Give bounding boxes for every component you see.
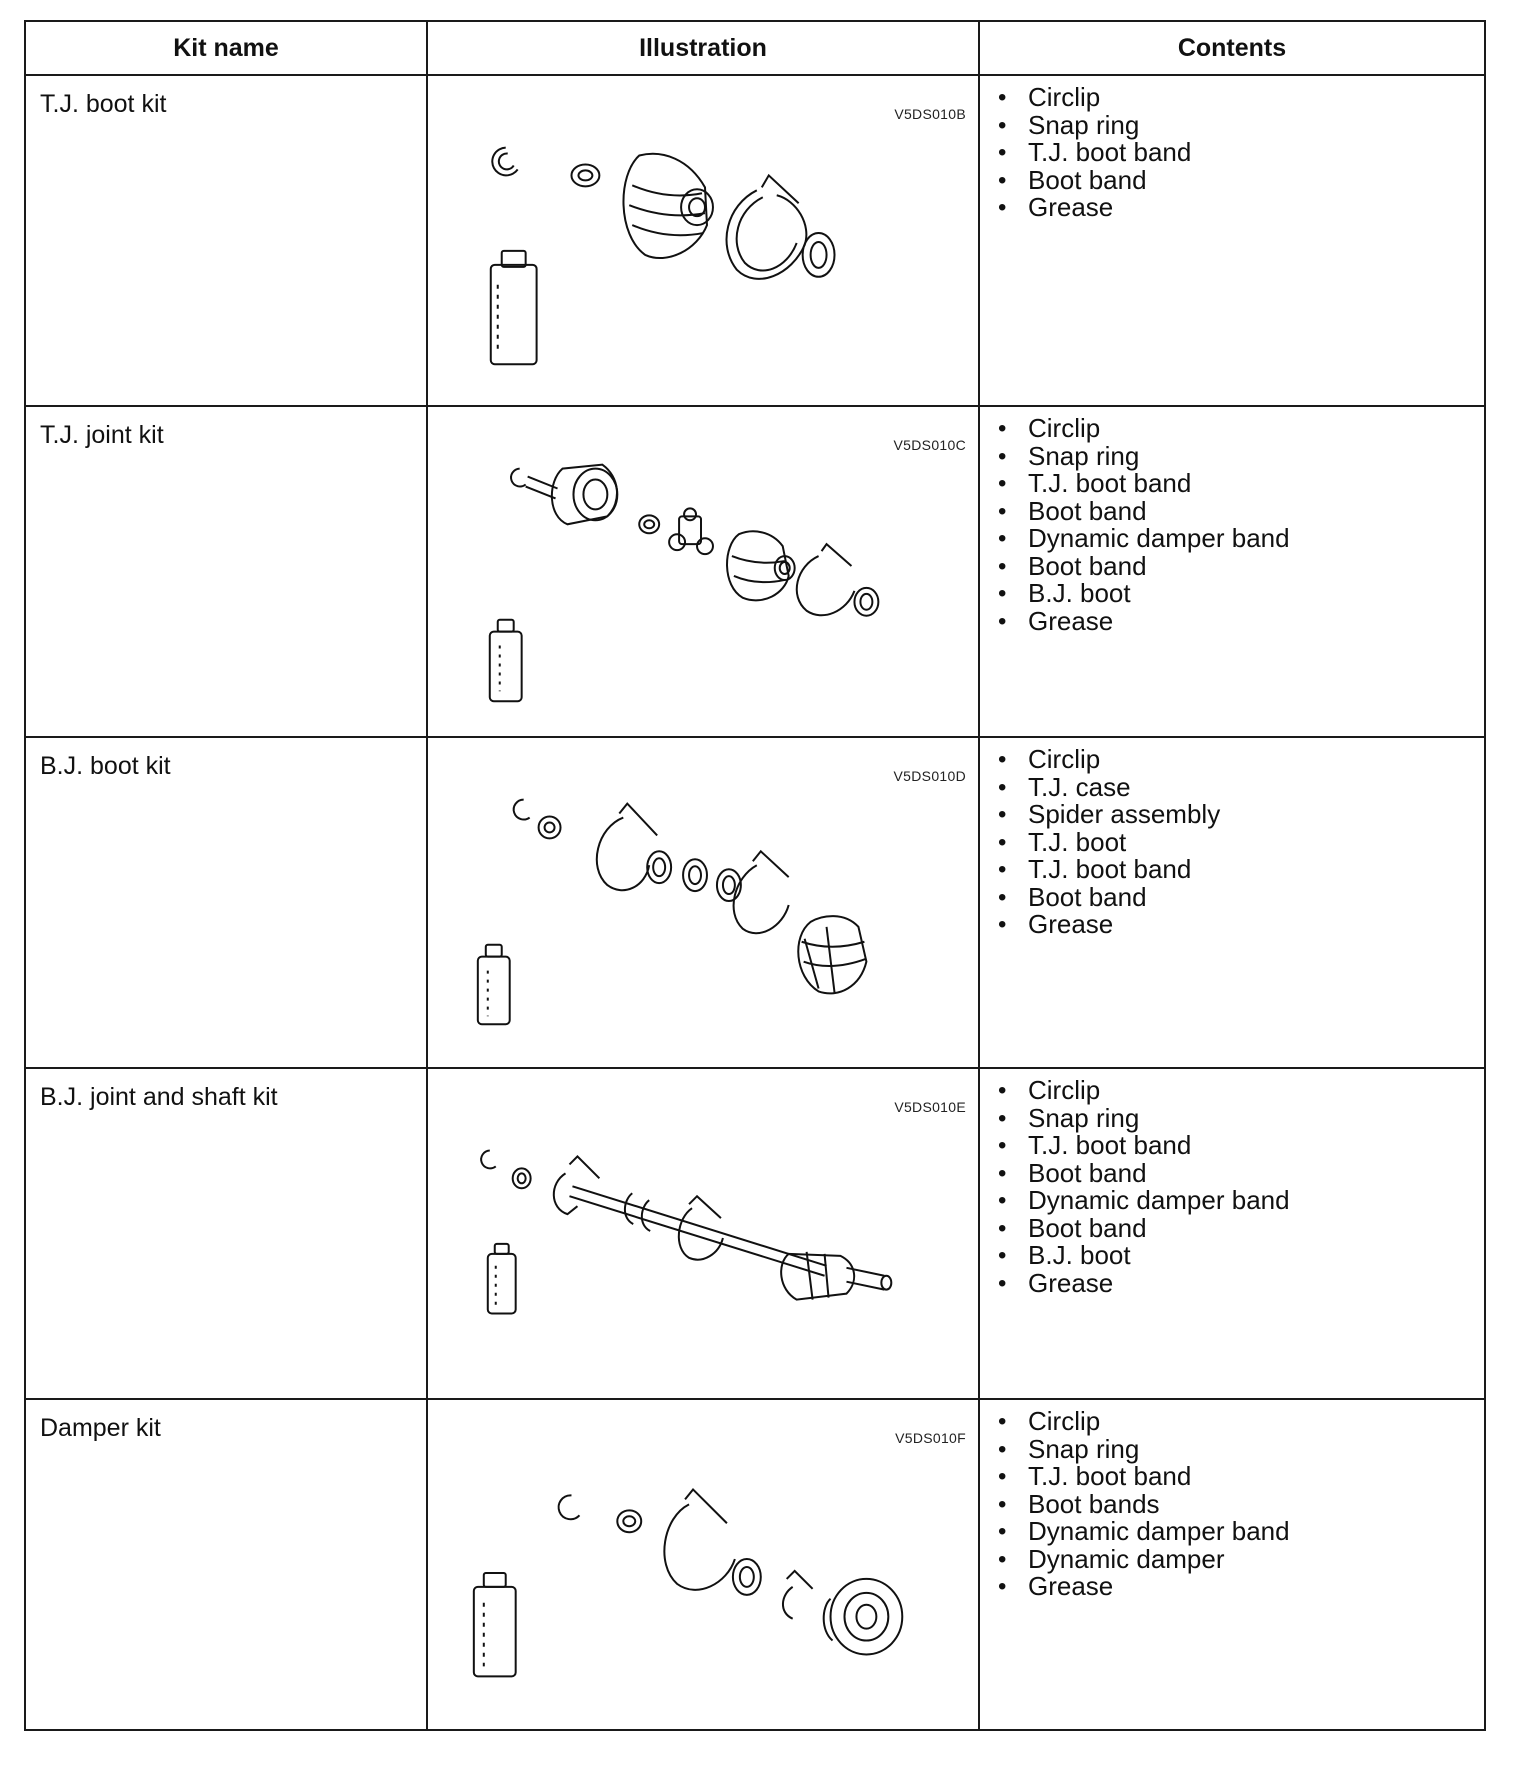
- header-illustration: Illustration: [427, 21, 979, 75]
- illustration-cell: [427, 737, 979, 1068]
- boot-icon: [727, 531, 795, 600]
- list-item: • Boot band: [998, 164, 1147, 195]
- illustration-code: V5DS010F: [895, 1430, 966, 1446]
- bullet-icon: •: [998, 1132, 1007, 1159]
- spider-assembly-icon: [669, 508, 713, 554]
- contents-list: [980, 76, 1484, 222]
- bj-joint-shaft-kit-illustration: [428, 1069, 978, 1398]
- bullet-icon: •: [998, 1490, 1007, 1518]
- kit-name: T.J. joint kit: [40, 421, 164, 449]
- circlip-icon: [481, 1151, 496, 1169]
- bullet-icon: •: [998, 1518, 1007, 1545]
- boot-band-icon: [727, 175, 835, 278]
- snap-ring-icon: [513, 1168, 531, 1188]
- list-item: • T.J. boot: [998, 826, 1127, 857]
- bullet-icon: •: [998, 856, 1007, 883]
- illustration-cell: [427, 406, 979, 737]
- contents-cell: [979, 737, 1485, 1068]
- circlip-icon: [559, 1495, 580, 1519]
- bullet-icon: •: [998, 580, 1007, 607]
- list-item: • Circlip: [998, 1075, 1101, 1105]
- dynamic-damper-band-icon: [783, 1571, 813, 1619]
- kit-table: [24, 20, 1486, 1731]
- table-row: [25, 1399, 1485, 1730]
- boot-band-icon: [717, 869, 741, 901]
- kit-name-cell: [25, 406, 427, 737]
- contents-cell: [979, 1068, 1485, 1399]
- bullet-icon: •: [998, 1269, 1007, 1297]
- bullet-icon: •: [998, 911, 1007, 938]
- header-contents: Contents: [979, 21, 1485, 75]
- kit-name-cell: [25, 1399, 427, 1730]
- list-item: • Dynamic damper band: [998, 1516, 1290, 1546]
- bullet-icon: •: [998, 1408, 1007, 1435]
- bj-boot-kit-illustration: [428, 738, 978, 1067]
- bullet-icon: •: [998, 84, 1007, 111]
- header-row: [25, 21, 1485, 75]
- kit-name: B.J. boot kit: [40, 752, 171, 780]
- snap-ring-icon: [617, 1510, 641, 1532]
- snap-ring-icon: [539, 817, 561, 839]
- boot-band-icon: [664, 1489, 760, 1594]
- contents-cell: [979, 1399, 1485, 1730]
- boot-icon: [623, 154, 712, 258]
- header-kit-name: Kit name: [25, 21, 427, 75]
- bullet-icon: •: [998, 1214, 1007, 1242]
- list-item: • T.J. boot band: [998, 1130, 1192, 1160]
- snap-ring-icon: [639, 515, 659, 533]
- boot-band-icon: [683, 859, 707, 891]
- bullet-icon: •: [998, 1187, 1007, 1214]
- contents-list: [980, 407, 1484, 635]
- illustration-code: V5DS010C: [893, 437, 966, 453]
- list-item: • Circlip: [998, 1406, 1101, 1436]
- bullet-icon: •: [998, 470, 1007, 497]
- damper-kit-illustration: [428, 1400, 978, 1729]
- kit-name-cell: [25, 737, 427, 1068]
- bullet-icon: •: [998, 828, 1007, 856]
- bullet-icon: •: [998, 1104, 1007, 1132]
- list-item: • B.J. boot: [998, 1240, 1131, 1270]
- table-row: [25, 737, 1485, 1068]
- bullet-icon: •: [998, 1242, 1007, 1269]
- dynamic-damper-icon: [824, 1579, 903, 1655]
- bullet-icon: •: [998, 801, 1007, 828]
- bullet-icon: •: [998, 552, 1007, 580]
- list-item: • Boot band: [998, 881, 1147, 912]
- list-item: • Dynamic damper band: [998, 1185, 1290, 1215]
- list-item: • T.J. boot band: [998, 1461, 1192, 1491]
- table-row: [25, 406, 1485, 737]
- list-item: • Dynamic damper band: [998, 523, 1290, 553]
- list-item: • Snap ring: [998, 1433, 1140, 1464]
- boot-icon: [798, 916, 866, 993]
- list-item: • T.J. boot band: [998, 468, 1192, 498]
- kit-name-cell: [25, 1068, 427, 1399]
- list-item: • Spider assembly: [998, 799, 1221, 829]
- table-row: [25, 1068, 1485, 1399]
- bullet-icon: •: [998, 746, 1007, 773]
- bullet-icon: •: [998, 139, 1007, 166]
- list-item: • T.J. boot band: [998, 854, 1192, 884]
- boot-band-icon: [734, 851, 789, 933]
- bullet-icon: •: [998, 1077, 1007, 1104]
- list-item: • Snap ring: [998, 109, 1140, 140]
- illustration-cell: [427, 1068, 979, 1399]
- kit-name: B.J. joint and shaft kit: [40, 1083, 278, 1111]
- list-item: • Grease: [998, 1267, 1114, 1298]
- boot-band-icon: [625, 1193, 723, 1259]
- list-item: • B.J. boot: [998, 578, 1131, 608]
- list-item: • Grease: [998, 909, 1114, 939]
- grease-bottle-icon: [488, 1244, 516, 1314]
- list-item: • Boot band: [998, 1157, 1147, 1188]
- kit-name-cell: [25, 75, 427, 406]
- boot-band-icon: [597, 804, 671, 891]
- grease-bottle-icon: [474, 1573, 516, 1676]
- list-item: • Boot band: [998, 1212, 1147, 1243]
- bullet-icon: •: [998, 1435, 1007, 1463]
- illustration-code: V5DS010B: [894, 106, 966, 122]
- kit-name: T.J. boot kit: [40, 90, 167, 118]
- bullet-icon: •: [998, 1463, 1007, 1490]
- list-item: • Boot band: [998, 495, 1147, 526]
- list-item: • T.J. case: [998, 771, 1131, 802]
- snap-ring-icon: [571, 164, 599, 186]
- bullet-icon: •: [998, 194, 1007, 221]
- list-item: • Boot band: [998, 550, 1147, 581]
- bullet-icon: •: [998, 773, 1007, 801]
- bullet-icon: •: [998, 1545, 1007, 1573]
- tj-case-icon: [526, 465, 618, 525]
- contents-cell: [979, 75, 1485, 406]
- table-row: [25, 75, 1485, 406]
- bullet-icon: •: [998, 1573, 1007, 1600]
- illustration-code: V5DS010E: [894, 1099, 966, 1115]
- bullet-icon: •: [998, 415, 1007, 442]
- list-item: • Boot bands: [998, 1488, 1160, 1519]
- list-item: • Circlip: [998, 82, 1101, 112]
- illustration-code: V5DS010D: [893, 768, 966, 784]
- bullet-icon: •: [998, 883, 1007, 911]
- list-item: • Grease: [998, 605, 1114, 636]
- grease-bottle-icon: [478, 945, 510, 1025]
- tj-boot-kit-illustration: [428, 76, 978, 405]
- bullet-icon: •: [998, 166, 1007, 194]
- bullet-icon: •: [998, 525, 1007, 552]
- list-item: • Snap ring: [998, 1102, 1140, 1133]
- circlip-icon: [514, 800, 530, 820]
- bullet-icon: •: [998, 442, 1007, 470]
- contents-list: [980, 1400, 1484, 1601]
- list-item: • Grease: [998, 192, 1114, 222]
- illustration-cell: [427, 1399, 979, 1730]
- list-item: • T.J. boot band: [998, 137, 1192, 167]
- bullet-icon: •: [998, 111, 1007, 139]
- circlip-icon: [492, 148, 517, 176]
- list-item: • Circlip: [998, 744, 1101, 774]
- list-item: • Grease: [998, 1571, 1114, 1601]
- illustration-cell: [427, 75, 979, 406]
- bullet-icon: •: [998, 1159, 1007, 1187]
- bullet-icon: •: [998, 497, 1007, 525]
- contents-cell: [979, 406, 1485, 737]
- bj-boot-icon: [781, 1252, 891, 1300]
- contents-list: [980, 738, 1484, 939]
- contents-list: [980, 1069, 1484, 1297]
- kit-name: Damper kit: [40, 1414, 161, 1442]
- tj-joint-kit-illustration: [428, 407, 978, 736]
- list-item: • Snap ring: [998, 440, 1140, 471]
- grease-bottle-icon: [490, 620, 522, 702]
- list-item: • Circlip: [998, 413, 1101, 443]
- list-item: • Dynamic damper: [998, 1543, 1225, 1574]
- grease-bottle-icon: [491, 251, 537, 364]
- bullet-icon: •: [998, 607, 1007, 635]
- boot-band-icon: [797, 544, 879, 616]
- circlip-icon: [511, 469, 526, 487]
